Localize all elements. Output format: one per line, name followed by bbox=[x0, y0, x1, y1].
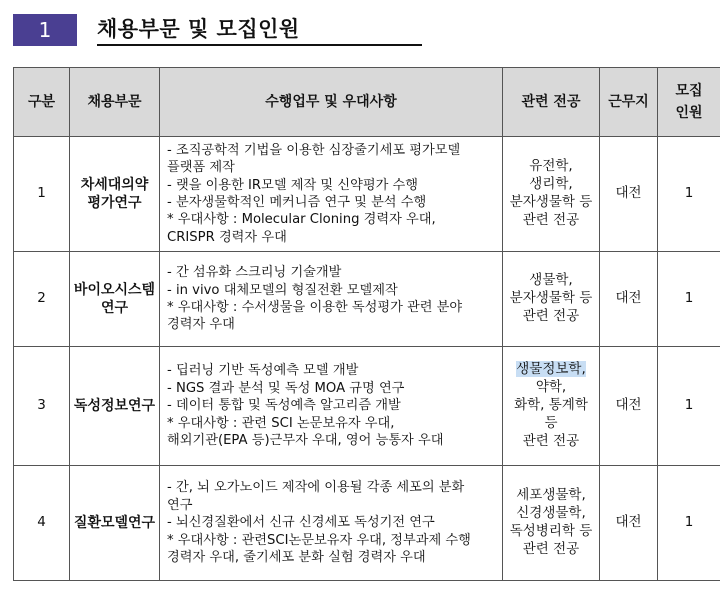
section-header bbox=[0, 0, 720, 60]
row-duties bbox=[160, 466, 503, 581]
row-count: 1 bbox=[658, 137, 720, 252]
major-line: 분자생물학 등 bbox=[509, 290, 593, 307]
row-no: 3 bbox=[14, 347, 70, 466]
table-row bbox=[14, 252, 720, 347]
duty-line: - 간, 뇌 오가노이드 제작에 이용될 각종 세포의 분화 bbox=[167, 480, 465, 496]
row-count: 1 bbox=[658, 466, 720, 581]
header-division: 채용부문 bbox=[70, 68, 160, 137]
header-location: 근무지 bbox=[600, 68, 658, 137]
major-line: 생물학, bbox=[529, 272, 573, 289]
duty-line: CRISPR 경력자 우대 bbox=[167, 229, 287, 245]
major-line: 관련 전공 bbox=[522, 432, 580, 449]
major-line: 관련 전공 bbox=[522, 211, 580, 228]
row-division bbox=[70, 137, 160, 252]
duty-line: 해외기관(EPA 등)근무자 우대, 영어 능통자 우대 bbox=[167, 433, 444, 449]
duty-line: 경력자 우대, 줄기세포 분화 실험 경력자 우대 bbox=[167, 550, 426, 566]
division-line: 차세대의약 bbox=[80, 176, 149, 193]
duty-line: - 데이터 통합 및 독성예측 알고리즘 개발 bbox=[167, 398, 401, 414]
row-major bbox=[503, 137, 600, 252]
header-duties: 수행업무 및 우대사항 bbox=[160, 68, 503, 137]
duty-line: * 우대사항 : 관련SCI논문보유자 우대, 정부과제 수행 bbox=[167, 532, 471, 548]
duty-line: * 우대사항 : Molecular Cloning 경력자 우대, bbox=[167, 212, 436, 228]
row-duties bbox=[160, 347, 503, 466]
section-number: 1 bbox=[13, 14, 77, 46]
row-location: 대전 bbox=[600, 137, 658, 252]
row-no: 2 bbox=[14, 252, 70, 347]
major-line: 화학, 통계학 bbox=[514, 397, 588, 414]
duty-line: - 랫을 이용한 IR모델 제작 및 신약평가 수행 bbox=[167, 177, 418, 193]
row-location: 대전 bbox=[600, 252, 658, 347]
header-count bbox=[658, 68, 720, 137]
major-line: 생리학, bbox=[529, 176, 573, 193]
division-line: 독성정보연구 bbox=[73, 397, 156, 414]
row-location: 대전 bbox=[600, 466, 658, 581]
row-duties bbox=[160, 137, 503, 252]
duty-line: - NGS 결과 분석 및 독성 MOA 규명 연구 bbox=[167, 380, 405, 396]
major-line-highlighted: 생물정보학, bbox=[516, 361, 586, 378]
table-row bbox=[14, 347, 720, 466]
major-line: 독성병리학 등 bbox=[509, 523, 593, 539]
header-count-line: 인원 bbox=[675, 105, 703, 121]
division-line: 바이오시스템 bbox=[73, 281, 156, 298]
row-major bbox=[503, 466, 600, 581]
duty-line: * 우대사항 : 관련 SCI 논문보유자 우대, bbox=[167, 415, 395, 431]
table-header-row bbox=[14, 68, 720, 137]
duty-line: 플랫폼 제작 bbox=[167, 160, 235, 176]
division-line: 평가연구 bbox=[87, 195, 142, 211]
duty-line: - in vivo 대체모델의 형질전환 모델제작 bbox=[167, 282, 398, 298]
row-duties bbox=[160, 252, 503, 347]
duty-line: - 뇌신경질환에서 신규 신경세포 독성기전 연구 bbox=[167, 515, 435, 531]
duty-line: - 딥러닝 기반 독성예측 모델 개발 bbox=[167, 363, 359, 379]
major-line: 관련 전공 bbox=[522, 307, 580, 324]
header-no: 구분 bbox=[14, 68, 70, 137]
major-line: 약학, bbox=[535, 379, 567, 396]
division-line: 질환모델연구 bbox=[73, 514, 156, 531]
title-underline bbox=[97, 44, 422, 46]
duty-line: 연구 bbox=[167, 497, 193, 513]
row-count: 1 bbox=[658, 347, 720, 466]
header-major: 관련 전공 bbox=[503, 68, 600, 137]
header-count-line: 모집 bbox=[675, 82, 703, 99]
major-line: 등 bbox=[544, 414, 558, 431]
table-row bbox=[14, 137, 720, 252]
row-no: 1 bbox=[14, 137, 70, 252]
duty-line: - 조직공학적 기법을 이용한 심장줄기세포 평가모델 bbox=[167, 142, 461, 158]
row-division bbox=[70, 347, 160, 466]
major-line: 유전학, bbox=[529, 158, 573, 175]
row-count: 1 bbox=[658, 252, 720, 347]
division-line: 연구 bbox=[100, 300, 129, 316]
row-division bbox=[70, 466, 160, 581]
major-line: 관련 전공 bbox=[522, 540, 580, 557]
duty-line: - 분자생물학적인 메커니즘 연구 및 분석 수행 bbox=[167, 195, 427, 210]
row-major bbox=[503, 347, 600, 466]
row-division bbox=[70, 252, 160, 347]
duty-line: * 우대사항 : 수서생물을 이용한 독성평가 관련 분야 bbox=[167, 300, 463, 315]
duty-line: 경력자 우대 bbox=[167, 317, 235, 333]
section-title: 채용부문 및 모집인원 bbox=[97, 17, 300, 41]
recruitment-table bbox=[13, 67, 720, 581]
duty-line: - 간 섬유화 스크리닝 기술개발 bbox=[167, 265, 342, 281]
row-no: 4 bbox=[14, 466, 70, 581]
row-major bbox=[503, 252, 600, 347]
row-location: 대전 bbox=[600, 347, 658, 466]
table-row bbox=[14, 466, 720, 581]
major-line: 신경생물학, bbox=[516, 505, 586, 522]
major-line: 분자생물학 등 bbox=[509, 194, 593, 210]
major-line: 세포생물학, bbox=[516, 487, 586, 504]
